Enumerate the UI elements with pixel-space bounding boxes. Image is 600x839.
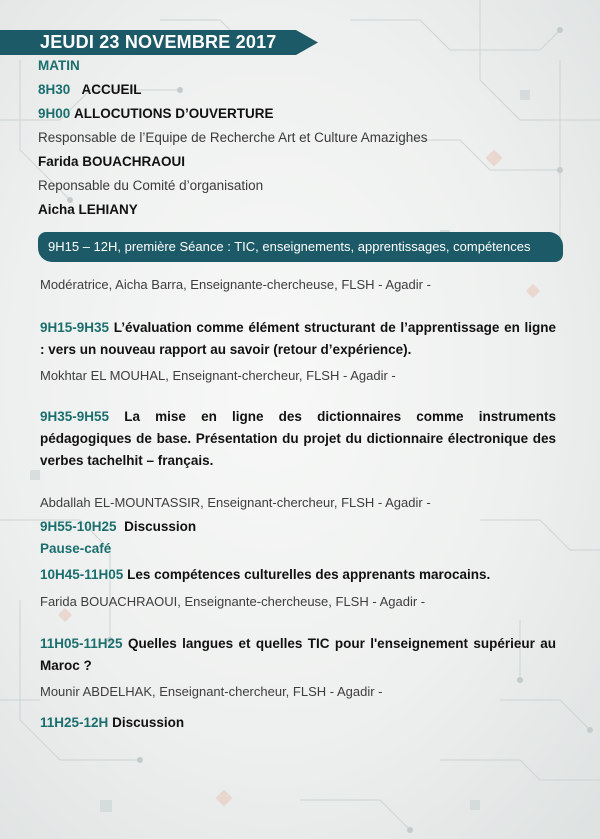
talk-1 — [40, 317, 556, 361]
talk-3 — [40, 567, 490, 582]
talk-4-time: 11H05-11H25 — [40, 636, 123, 651]
talk-4 — [40, 633, 556, 677]
talk-1-time: 9H15-9H35 — [40, 320, 110, 335]
ouverture-time: 9H00 — [38, 106, 71, 121]
discussion-1-time: 9H55-10H25 — [40, 519, 117, 534]
talk-1-speaker: Mokhtar EL MOUHAL, Enseignant-chercheur, FLSH - Agadir - — [40, 368, 396, 383]
moderator-line: Modératrice, Aicha Barra, Enseignante-chercheuse, FLSH - Agadir - — [40, 277, 431, 292]
session-banner-text: 9H15 – 12H, première Séance : TIC, enseignements, apprentissages, compétences — [48, 239, 531, 254]
accueil-label: ACCUEIL — [81, 82, 142, 97]
ouverture-label: ALLOCUTIONS D’OUVERTURE — [74, 106, 274, 121]
talk-3-title: Les compétences culturelles des apprenants marocains. — [127, 567, 491, 582]
ouverture-row — [38, 105, 274, 123]
discussion-2-time: 11H25-12H — [40, 715, 109, 730]
pause-cafe — [40, 541, 111, 556]
discussion-2-label: Discussion — [112, 715, 185, 730]
section-matin: MATIN — [38, 58, 80, 73]
talk-2-title: La mise en ligne des dictionnaires comme instruments pédagogiques de base. Présentation du projet du dictionnaire électronique des verbes tachelhit – français. — [40, 409, 556, 468]
accueil-time: 8H30 — [38, 82, 71, 97]
responsable-comite-name: Aicha LEHIANY — [38, 202, 138, 217]
talk-2 — [40, 406, 556, 472]
talk-3-speaker: Farida BOUACHRAOUI, Enseignante-chercheuse, FLSH - Agadir - — [40, 594, 426, 609]
discussion-1-label: Discussion — [124, 519, 197, 534]
accueil-row — [38, 81, 142, 99]
talk-1-title: L’évaluation comme élément structurant de l’apprentissage en ligne : vers un nouveau rapport au savoir (retour d’expérience). — [40, 320, 556, 357]
responsable-comite-title: Reponsable du Comité d’organisation — [38, 178, 264, 193]
date-banner-text: JEUDI 23 NOVEMBRE 2017 — [40, 32, 277, 52]
discussion-2 — [40, 715, 184, 730]
talk-4-title: Quelles langues et quelles TIC pour l'enseignement supérieur au Maroc ? — [40, 636, 556, 673]
pause-cafe-label: Pause-café — [40, 541, 112, 556]
talk-3-time: 10H45-11H05 — [40, 567, 124, 582]
talk-2-time: 9H35-9H55 — [40, 409, 110, 424]
talk-4-speaker: Mounir ABDELHAK, Enseignant-chercheur, FLSH - Agadir - — [40, 684, 383, 699]
responsable-equipe-title: Responsable de l’Equipe de Recherche Art et Culture Amazighes — [38, 130, 428, 145]
responsable-equipe-name: Farida BOUACHRAOUI — [38, 154, 186, 169]
discussion-1 — [40, 519, 196, 534]
talk-2-speaker: Abdallah EL-MOUNTASSIR, Enseignant-chercheur, FLSH - Agadir - — [40, 495, 431, 510]
